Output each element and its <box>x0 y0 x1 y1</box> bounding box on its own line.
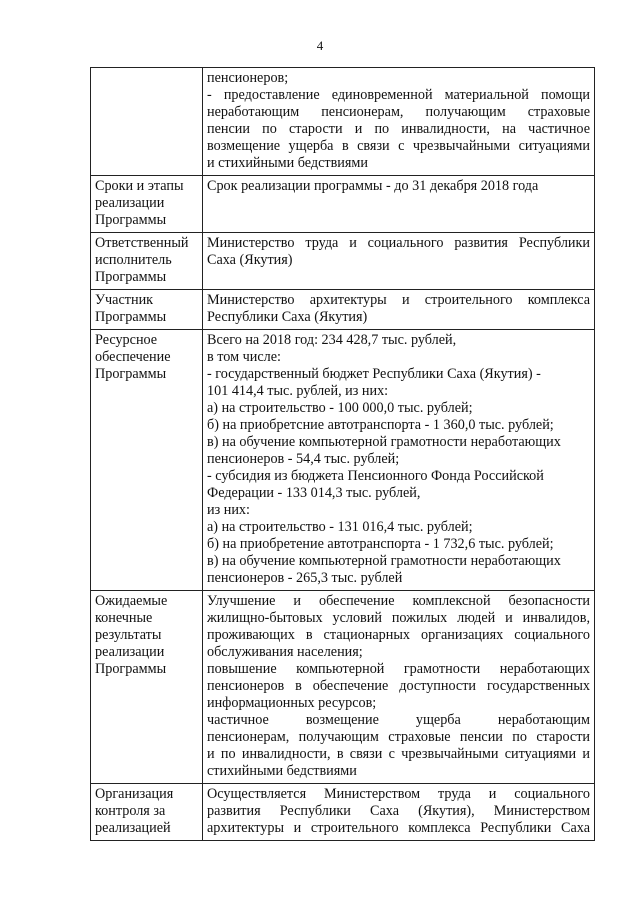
table-row <box>91 330 595 591</box>
row-label-responsible <box>91 233 203 290</box>
text-line: Федерации - 133 014,3 тыс. рублей, <box>207 485 421 501</box>
text-line: стихийными бедствиями <box>207 763 357 779</box>
text-line: пенсионерам, получающим страховые пенсии по старости <box>207 729 590 745</box>
row-content-responsible <box>203 233 595 290</box>
text-line: Срок реализации программы - до 31 декабря 2018 года <box>207 178 539 194</box>
text-line: повышение компьютерной грамотности неработающих <box>207 661 590 677</box>
row-content-control <box>203 784 595 841</box>
row-label <box>91 68 203 176</box>
table-row <box>91 784 595 841</box>
text-line: пенсионеров - 265,3 тыс. рублей <box>207 570 403 586</box>
label-line: результаты <box>95 627 162 643</box>
row-content-participant <box>203 290 595 330</box>
row-label-participant <box>91 290 203 330</box>
text-line: - государственный бюджет Республики Саха (Якутия) - <box>207 366 541 382</box>
label-line: конечные <box>95 610 153 626</box>
text-line: б) на приобретение автотранспорта - 1 732,6 тыс. рублей; <box>207 536 554 552</box>
row-content-goals-continued <box>203 68 595 176</box>
table-row <box>91 176 595 233</box>
label-line: Программы <box>95 661 167 677</box>
row-label-terms <box>91 176 203 233</box>
row-label-control <box>91 784 203 841</box>
label-line: реализации <box>95 195 165 211</box>
label-line: Программы <box>95 212 167 228</box>
text-line: а) на строительство - 131 016,4 тыс. рублей; <box>207 519 473 535</box>
text-line: - предоставление единовременной материальной помощи <box>207 87 590 103</box>
table-row <box>91 233 595 290</box>
page-number: 4 <box>316 38 324 53</box>
text-line: в) на обучение компьютерной грамотности неработающих <box>207 434 561 450</box>
text-line: Осуществляется Министерством труда и социального <box>207 786 590 802</box>
label-line: исполнитель <box>95 252 172 268</box>
text-line: архитектуры и строительного комплекса Республики Саха <box>207 820 590 836</box>
label-line: Программы <box>95 366 167 382</box>
text-line: частичное возмещение ущерба неработающим <box>207 712 590 728</box>
text-line: информационных ресурсов; <box>207 695 377 711</box>
text-line: в) на обучение компьютерной грамотности неработающих <box>207 553 561 569</box>
row-label-resources <box>91 330 203 591</box>
row-content-expected-results <box>203 591 595 784</box>
label-line: Программы <box>95 269 167 285</box>
program-passport-table <box>90 67 595 841</box>
text-line: а) на строительство - 100 000,0 тыс. рублей; <box>207 400 473 416</box>
label-line: Программы <box>95 309 167 325</box>
table-row <box>91 591 595 784</box>
text-line: Министерство труда и социального развития Республики <box>207 235 590 251</box>
label-line: Участник <box>95 292 154 308</box>
text-line: 101 414,4 тыс. рублей, из них: <box>207 383 389 399</box>
text-line: возмещение ущерба в связи с чрезвычайными ситуациями <box>207 138 590 154</box>
text-line: - субсидия из бюджета Пенсионного Фонда Российской <box>207 468 544 484</box>
text-line: неработающим пенсионерам, получающим страховые <box>207 104 590 120</box>
text-line: Улучшение и обеспечение комплексной безопасности <box>207 593 590 609</box>
text-line: проживающих в стационарных организациях социального <box>207 627 590 643</box>
text-line: жилищно-бытовых условий пожилых людей и инвалидов, <box>207 610 590 626</box>
text-line: Всего на 2018 год: 234 428,7 тыс. рублей, <box>207 332 457 348</box>
label-line: контроля за <box>95 803 166 819</box>
row-label-expected-results <box>91 591 203 784</box>
text-line: пенсионеров; <box>207 70 289 86</box>
text-line: Республики Саха (Якутия) <box>207 309 368 325</box>
label-line: Ответственный <box>95 235 189 251</box>
label-line: Ресурсное <box>95 332 158 348</box>
table-row <box>91 68 595 176</box>
row-content-resources <box>203 330 595 591</box>
label-line: Ожидаемые <box>95 593 168 609</box>
text-line: обслуживания населения; <box>207 644 363 660</box>
text-line: Саха (Якутия) <box>207 252 293 268</box>
text-line: пенсионеров - 54,4 тыс. рублей; <box>207 451 400 467</box>
text-line: развития Республики Саха (Якутия), Министерством <box>207 803 590 819</box>
label-line: обеспечение <box>95 349 171 365</box>
text-line: Министерство архитектуры и строительного комплекса <box>207 292 590 308</box>
text-line: пенсионеров в обеспечение доступности государственных <box>207 678 590 694</box>
row-content-terms <box>203 176 595 233</box>
label-line: Организация <box>95 786 174 802</box>
table-row <box>91 290 595 330</box>
label-line: Сроки и этапы <box>95 178 184 194</box>
text-line: из них: <box>207 502 250 518</box>
text-line: и стихийными бедствиями <box>207 155 368 171</box>
label-line: реализации <box>95 644 165 660</box>
label-line: реализацией <box>95 820 171 836</box>
text-line: пенсии по старости и по инвалидности, на частичное <box>207 121 590 137</box>
text-line: б) на приобретсние автотранспорта - 1 360,0 тыс. рублей; <box>207 417 554 433</box>
text-line: в том числе: <box>207 349 281 365</box>
text-line: и по инвалидности, в связи с чрезвычайными ситуациями и <box>207 746 590 762</box>
